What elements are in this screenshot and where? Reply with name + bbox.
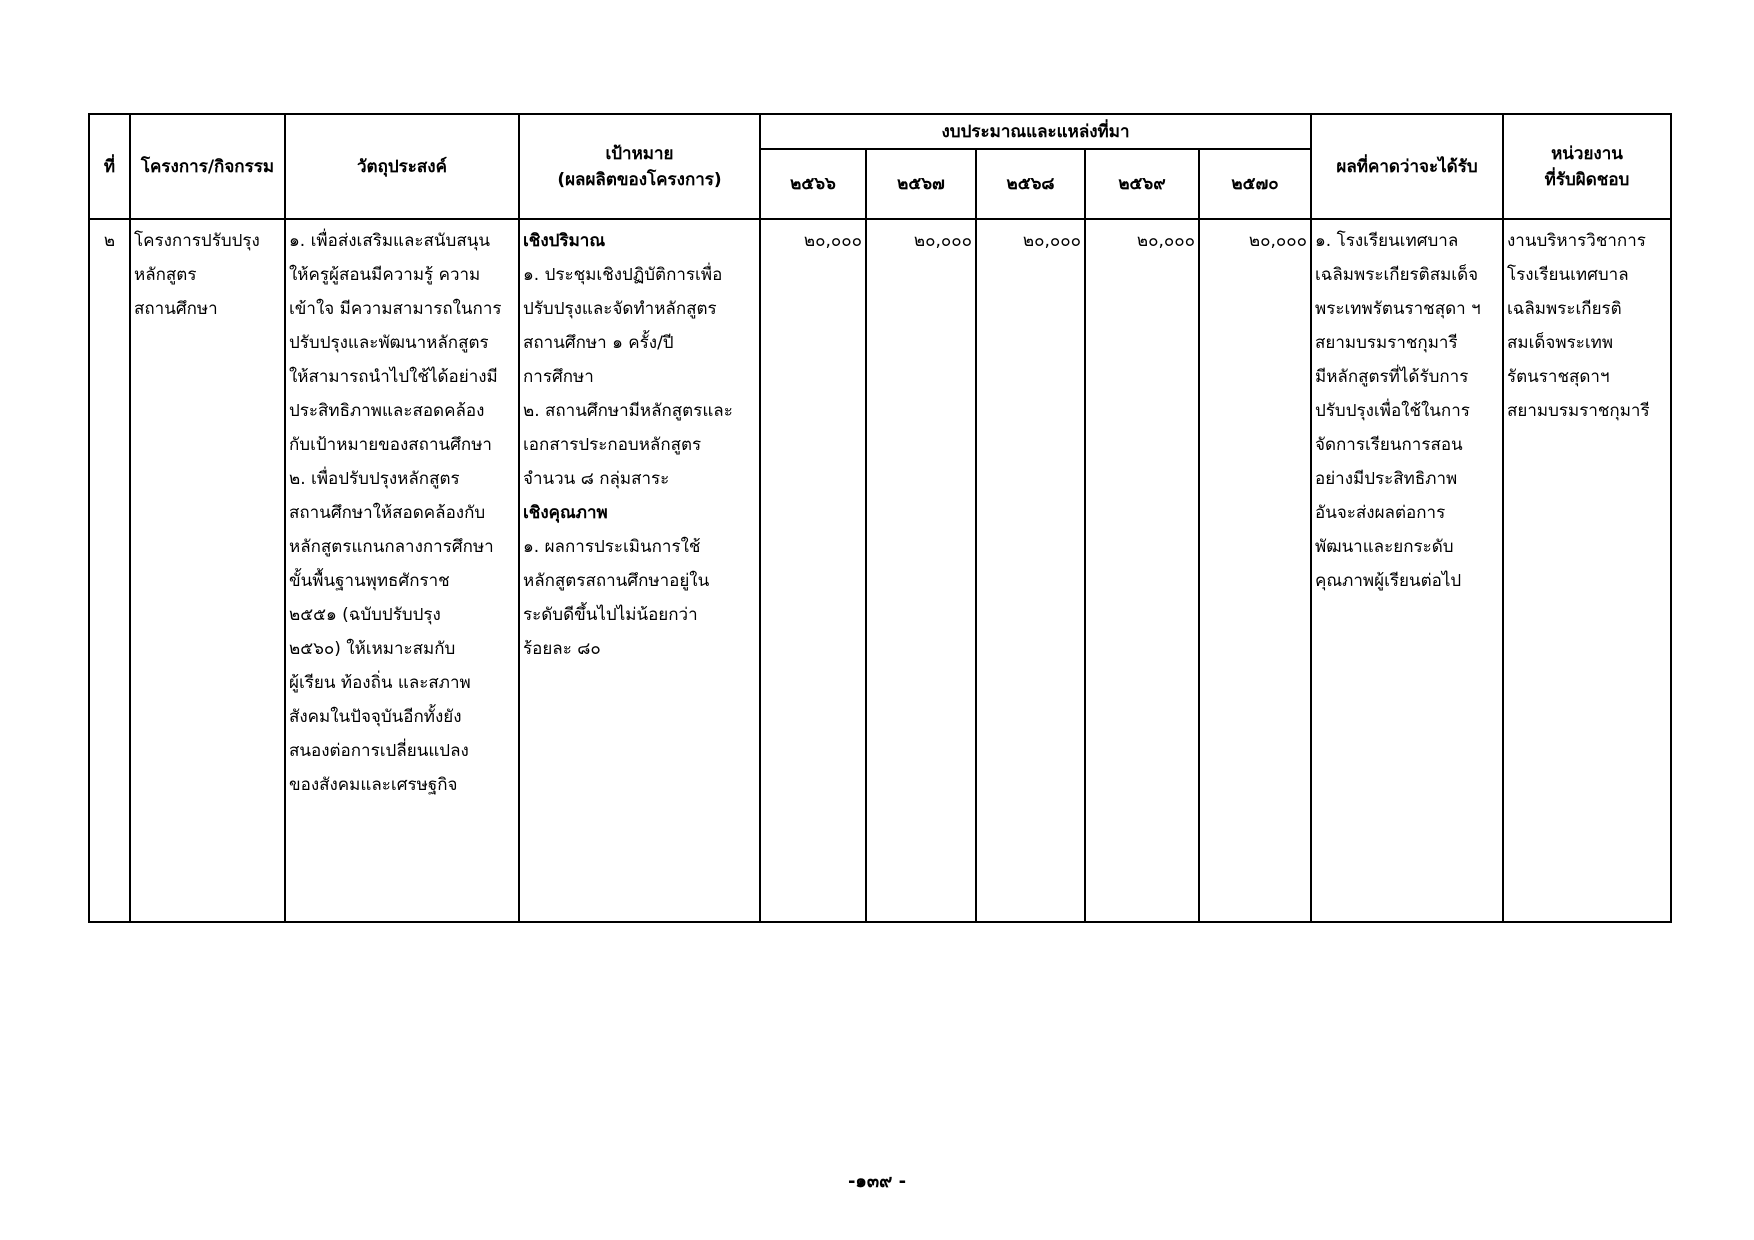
expected-line: พระเทพรัตนราชสุดา ฯ: [1315, 299, 1481, 319]
header-expected: ผลที่คาดว่าจะได้รับ: [1311, 114, 1503, 219]
objective-line: หลักสูตรแกนกลางการศึกษา: [289, 537, 494, 557]
target-line: หลักสูตรสถานศึกษาอยู่ใน: [523, 571, 710, 591]
project-plan-table: [88, 113, 1672, 923]
expected-line: คุณภาพผู้เรียนต่อไป: [1315, 571, 1462, 591]
header-year-2566: ๒๕๖๖: [760, 149, 866, 219]
budget-2567: ๒๐,๐๐๐: [866, 219, 976, 922]
objective-line: ประสิทธิภาพและสอดคล้อง: [289, 401, 485, 421]
expected-line: ปรับปรุงเพื่อใช้ในการ: [1315, 401, 1470, 421]
unit-line: สมเด็จพระเทพ: [1507, 333, 1614, 353]
expected-line: สยามบรมราชกุมารี: [1315, 333, 1458, 353]
unit-line: โรงเรียนเทศบาล: [1507, 265, 1629, 285]
unit-line: สยามบรมราชกุมารี: [1507, 401, 1650, 421]
header-target-line1: เป้าหมาย: [605, 143, 674, 164]
expected-line: ๑. โรงเรียนเทศบาล: [1315, 231, 1459, 251]
target-quality-heading: เชิงคุณภาพ: [523, 503, 608, 523]
row-target: [519, 219, 760, 922]
target-quantity-heading: เชิงปริมาณ: [523, 231, 606, 251]
header-objective: วัตถุประสงค์: [285, 114, 519, 219]
row-expected: [1311, 219, 1503, 922]
target-line: ปรับปรุงและจัดทำหลักสูตร: [523, 299, 717, 319]
project-line: สถานศึกษา: [134, 299, 218, 319]
unit-line: งานบริหารวิชาการ: [1507, 231, 1646, 251]
target-line: สถานศึกษา ๑ ครั้ง/ปี: [523, 333, 674, 353]
header-responsible-unit: [1503, 114, 1671, 219]
objective-line: ๒๕๕๑ (ฉบับปรับปรุง: [289, 605, 441, 625]
expected-line: อย่างมีประสิทธิภาพ: [1315, 469, 1458, 489]
objective-line: ๑. เพื่อส่งเสริมและสนับสนุน: [289, 231, 490, 251]
target-line: การศึกษา: [523, 367, 594, 387]
header-year-2568: ๒๕๖๘: [976, 149, 1085, 219]
row-objective: [285, 219, 519, 922]
row-no: ๒: [89, 219, 130, 922]
expected-line: พัฒนาและยกระดับ: [1315, 537, 1454, 557]
objective-line: ๒. เพื่อปรับปรุงหลักสูตร: [289, 469, 460, 489]
unit-line: รัตนราชสุดาฯ: [1507, 367, 1610, 387]
budget-2569: ๒๐,๐๐๐: [1085, 219, 1199, 922]
header-unit-line1: หน่วยงาน: [1551, 143, 1623, 164]
page-number: -๑๓๙ -: [847, 1171, 907, 1192]
objective-line: สถานศึกษาให้สอดคล้องกับ: [289, 503, 486, 523]
objective-line: ปรับปรุงและพัฒนาหลักสูตร: [289, 333, 489, 353]
target-line: จำนวน ๘ กลุ่มสาระ: [523, 469, 670, 489]
header-project: โครงการ/กิจกรรม: [130, 114, 285, 219]
target-line: ๒. สถานศึกษามีหลักสูตรและ: [523, 401, 733, 421]
budget-2568: ๒๐,๐๐๐: [976, 219, 1085, 922]
objective-line: กับเป้าหมายของสถานศึกษา: [289, 435, 492, 455]
expected-line: อันจะส่งผลต่อการ: [1315, 503, 1446, 523]
objective-line: สนองต่อการเปลี่ยนแปลง: [289, 741, 469, 761]
objective-line: สังคมในปัจจุบันอีกทั้งยัง: [289, 707, 462, 727]
header-unit-line2: ที่รับผิดชอบ: [1544, 169, 1630, 190]
target-line: ร้อยละ ๘๐: [523, 639, 601, 659]
header-no: ที่: [89, 114, 130, 219]
objective-line: ของสังคมและเศรษฐกิจ: [289, 775, 458, 795]
header-budget-group: งบประมาณและแหล่งที่มา: [760, 114, 1311, 149]
budget-2566: ๒๐,๐๐๐: [760, 219, 866, 922]
project-line: โครงการปรับปรุง: [134, 231, 260, 251]
row-project: [130, 219, 285, 922]
project-line: หลักสูตร: [134, 265, 197, 285]
objective-line: ผู้เรียน ท้องถิ่น และสภาพ: [289, 673, 471, 693]
objective-line: เข้าใจ มีความสามารถในการ: [289, 299, 502, 319]
expected-line: เฉลิมพระเกียรติสมเด็จ: [1315, 265, 1479, 285]
target-line: ๑. ประชุมเชิงปฏิบัติการเพื่อ: [523, 265, 723, 285]
objective-line: ๒๕๖๐) ให้เหมาะสมกับ: [289, 639, 456, 659]
objective-line: ให้ครูผู้สอนมีความรู้ ความ: [289, 265, 481, 285]
header-target-line2: (ผลผลิตของโครงการ): [557, 169, 722, 190]
expected-line: มีหลักสูตรที่ได้รับการ: [1315, 367, 1469, 387]
header-year-2567: ๒๕๖๗: [866, 149, 976, 219]
unit-line: เฉลิมพระเกียรติ: [1507, 299, 1622, 319]
header-target: [519, 114, 760, 219]
objective-line: ให้สามารถนำไปใช้ได้อย่างมี: [289, 367, 498, 387]
objective-line: ขั้นพื้นฐานพุทธศักราช: [289, 571, 450, 591]
expected-line: จัดการเรียนการสอน: [1315, 435, 1463, 455]
header-year-2569: ๒๕๖๙: [1085, 149, 1199, 219]
budget-2570: ๒๐,๐๐๐: [1199, 219, 1311, 922]
target-line: ๑. ผลการประเมินการใช้: [523, 537, 701, 557]
target-line: ระดับดีขึ้นไปไม่น้อยกว่า: [523, 605, 698, 625]
header-year-2570: ๒๕๗๐: [1199, 149, 1311, 219]
row-responsible-unit: [1503, 219, 1671, 922]
target-line: เอกสารประกอบหลักสูตร: [523, 435, 702, 455]
table-row: [89, 219, 1671, 922]
